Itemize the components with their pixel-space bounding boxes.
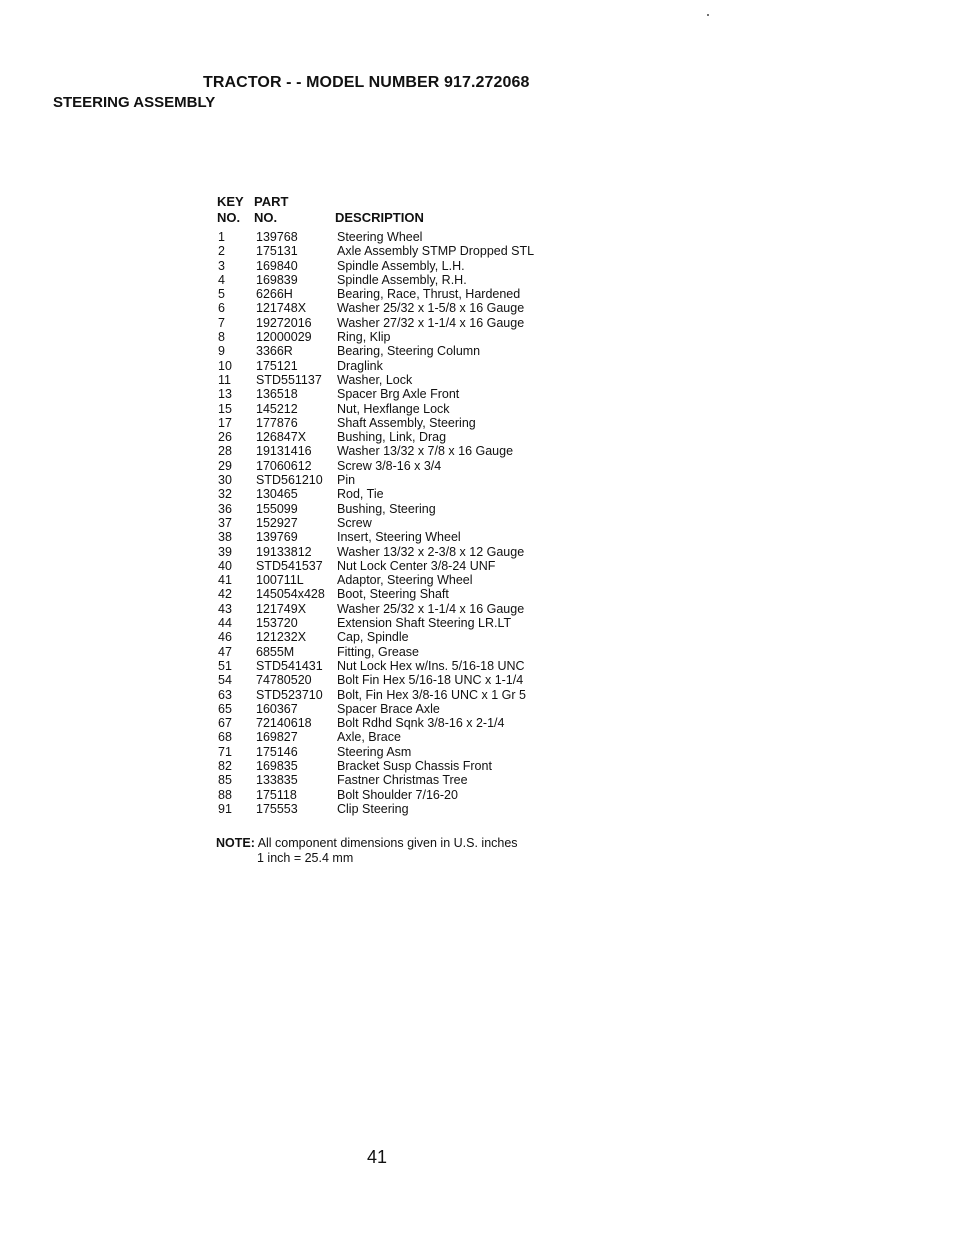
key-no: 26 (218, 430, 232, 445)
key-no: 47 (218, 644, 232, 659)
key-no: 71 (218, 744, 232, 759)
part-no: 177876 (256, 415, 298, 430)
key-no: 68 (218, 730, 232, 745)
key-no: 67 (218, 716, 232, 731)
header-key-line1: KEY (217, 194, 244, 209)
description: Washer 13/32 x 7/8 x 16 Gauge (337, 444, 514, 459)
table-row (217, 587, 534, 601)
table-row (217, 602, 534, 616)
part-no: STD523710 (256, 687, 323, 702)
part-no: 133835 (256, 773, 298, 788)
table-row (217, 273, 534, 287)
key-no: 65 (218, 701, 232, 716)
table-row (217, 659, 534, 673)
description: Steering Asm (337, 744, 412, 759)
part-no: 19133812 (256, 544, 312, 559)
header-description: DESCRIPTION (335, 210, 424, 225)
description: Bearing, Race, Thrust, Hardened (337, 287, 521, 302)
key-no: 30 (218, 473, 232, 488)
description: Ring, Klip (337, 330, 391, 345)
description: Washer 25/32 x 1-1/4 x 16 Gauge (337, 601, 525, 616)
parts-table (217, 194, 534, 816)
description: Fastner Christmas Tree (337, 773, 468, 788)
table-row (217, 688, 534, 702)
part-no: 153720 (256, 616, 298, 631)
description: Axle Assembly STMP Dropped STL (337, 244, 535, 259)
key-no: 10 (218, 358, 232, 373)
part-no: 169835 (256, 758, 298, 773)
page-title: TRACTOR - - MODEL NUMBER 917.272068 (203, 74, 530, 91)
key-no: 36 (218, 501, 232, 516)
key-no: 40 (218, 558, 232, 573)
part-no: 175121 (256, 358, 298, 373)
key-no: 46 (218, 630, 232, 645)
table-row (217, 730, 534, 744)
description: Nut, Hexflange Lock (337, 401, 450, 416)
description: Screw 3/8-16 x 3/4 (337, 458, 442, 473)
table-row (217, 244, 534, 258)
description: Rod, Tie (337, 487, 384, 502)
description: Axle, Brace (337, 730, 401, 745)
key-no: 54 (218, 673, 232, 688)
table-row (217, 716, 534, 730)
description: Extension Shaft Steering LR.LT (337, 616, 512, 631)
description: Insert, Steering Wheel (337, 530, 461, 545)
table-row (217, 630, 534, 644)
part-no: 139769 (256, 530, 298, 545)
part-no: 121749X (256, 601, 307, 616)
table-row (217, 259, 534, 273)
part-no: 169827 (256, 730, 298, 745)
key-no: 37 (218, 515, 232, 530)
part-no: 155099 (256, 501, 298, 516)
header-part-line1: PART (254, 194, 289, 209)
key-no: 8 (218, 330, 225, 345)
part-no: 136518 (256, 387, 298, 402)
table-row (217, 559, 534, 573)
key-no: 29 (218, 458, 232, 473)
table-row (217, 416, 534, 430)
description: Spacer Brace Axle (337, 701, 440, 716)
part-no: 72140618 (256, 716, 312, 731)
description: Washer 27/32 x 1-1/4 x 16 Gauge (337, 315, 525, 330)
description: Washer, Lock (337, 372, 413, 387)
part-no: STD561210 (256, 473, 323, 488)
table-row (217, 444, 534, 458)
description: Washer 13/32 x 2-3/8 x 12 Gauge (337, 544, 525, 559)
key-no: 7 (218, 315, 225, 330)
key-no: 15 (218, 401, 232, 416)
description: Bolt Rdhd Sqnk 3/8-16 x 2-1/4 (337, 716, 505, 731)
table-row (217, 373, 534, 387)
description: Screw (337, 515, 372, 530)
table-row (217, 545, 534, 559)
part-no: 17060612 (256, 458, 312, 473)
key-no: 39 (218, 544, 232, 559)
header-key-line2: NO. (217, 210, 241, 225)
key-no: 3 (218, 258, 225, 273)
table-row (217, 316, 534, 330)
table-row (217, 616, 534, 630)
table-row (217, 645, 534, 659)
description: Bolt Shoulder 7/16-20 (337, 787, 458, 802)
description: Bearing, Steering Column (337, 344, 481, 359)
part-no: 19272016 (256, 315, 312, 330)
description: Fitting, Grease (337, 644, 419, 659)
part-no: 3366R (256, 344, 293, 359)
part-no: 121748X (256, 301, 307, 316)
description: Bolt Fin Hex 5/16-18 UNC x 1-1/4 (337, 673, 524, 688)
table-row (217, 301, 534, 315)
description: Adaptor, Steering Wheel (337, 573, 473, 588)
key-no: 32 (218, 487, 232, 502)
key-no: 5 (218, 287, 225, 302)
description: Cap, Spindle (337, 630, 409, 645)
part-no: 6266H (256, 287, 293, 302)
part-no: 145054x428 (256, 587, 325, 602)
description: Clip Steering (337, 801, 409, 816)
description: Bolt, Fin Hex 3/8-16 UNC x 1 Gr 5 (337, 687, 526, 702)
key-no: 28 (218, 444, 232, 459)
description: Pin (337, 473, 356, 488)
part-no: 6855M (256, 644, 295, 659)
description: Washer 25/32 x 1-5/8 x 16 Gauge (337, 301, 525, 316)
part-no: 175553 (256, 801, 298, 816)
table-row (217, 359, 534, 373)
table-row (217, 473, 534, 487)
description: Spindle Assembly, R.H. (337, 272, 467, 287)
note (216, 836, 518, 865)
key-no: 1 (218, 230, 225, 244)
description: Spacer Brg Axle Front (337, 387, 460, 402)
table-row (217, 573, 534, 587)
key-no: 63 (218, 687, 232, 702)
description: Bushing, Steering (337, 501, 436, 516)
key-no: 44 (218, 616, 232, 631)
part-no: 12000029 (256, 330, 312, 345)
part-no: 175131 (256, 244, 298, 259)
table-row (217, 516, 534, 530)
scan-speck (707, 14, 709, 16)
table-row (217, 788, 534, 802)
part-no: 130465 (256, 487, 298, 502)
key-no: 41 (218, 573, 232, 588)
table-row (217, 459, 534, 473)
table-row (217, 673, 534, 687)
part-no: 121232X (256, 630, 307, 645)
part-no: 175146 (256, 744, 298, 759)
table-row (217, 430, 534, 444)
table-row (217, 530, 534, 544)
table-row (217, 287, 534, 301)
description: Bushing, Link, Drag (337, 430, 447, 445)
part-no: 139768 (256, 230, 298, 244)
header-part-line2: NO. (254, 210, 278, 225)
key-no: 91 (218, 801, 232, 816)
part-no: 74780520 (256, 673, 312, 688)
part-no: 145212 (256, 401, 298, 416)
description: Nut Lock Hex w/Ins. 5/16-18 UNC (337, 658, 525, 673)
part-no: 152927 (256, 515, 298, 530)
table-row (217, 387, 534, 401)
key-no: 43 (218, 601, 232, 616)
page-number: 41 (367, 1147, 388, 1167)
table-row (217, 230, 534, 244)
table-row (217, 402, 534, 416)
key-no: 42 (218, 587, 232, 602)
key-no: 4 (218, 272, 225, 287)
key-no: 6 (218, 301, 225, 316)
part-no: 126847X (256, 430, 307, 445)
table-row (217, 502, 534, 516)
table-row (217, 759, 534, 773)
part-no: 100711L (256, 573, 304, 588)
description: Bracket Susp Chassis Front (337, 758, 492, 773)
key-no: 13 (218, 387, 232, 402)
table-row (217, 745, 534, 759)
key-no: 38 (218, 530, 232, 545)
note-line1: All component dimensions given in U.S. inches (257, 836, 518, 850)
description: Steering Wheel (337, 230, 423, 244)
description: Draglink (337, 358, 383, 373)
table-row (217, 330, 534, 344)
description: Spindle Assembly, L.H. (337, 258, 465, 273)
part-no: 169840 (256, 258, 298, 273)
table-row (217, 702, 534, 716)
key-no: 88 (218, 787, 232, 802)
part-no: STD551137 (256, 372, 322, 387)
key-no: 2 (218, 244, 225, 259)
part-no: STD541537 (256, 558, 323, 573)
description: Shaft Assembly, Steering (337, 415, 476, 430)
note-label: NOTE: (216, 836, 255, 850)
section-title: STEERING ASSEMBLY (53, 94, 216, 111)
table-row (217, 802, 534, 816)
part-no: 175118 (256, 787, 297, 802)
key-no: 82 (218, 758, 232, 773)
table-row (217, 344, 534, 358)
part-no: STD541431 (256, 658, 323, 673)
table-header (217, 194, 534, 228)
part-no: 19131416 (256, 444, 312, 459)
table-row (217, 487, 534, 501)
description: Nut Lock Center 3/8-24 UNF (337, 558, 496, 573)
key-no: 17 (218, 415, 232, 430)
key-no: 11 (218, 372, 231, 387)
description: Boot, Steering Shaft (337, 587, 449, 602)
key-no: 51 (218, 658, 232, 673)
part-no: 160367 (256, 701, 298, 716)
note-line2: 1 inch = 25.4 mm (257, 850, 354, 865)
part-no: 169839 (256, 272, 298, 287)
table-row (217, 773, 534, 787)
key-no: 9 (218, 344, 225, 359)
key-no: 85 (218, 773, 232, 788)
table-body (217, 230, 534, 816)
